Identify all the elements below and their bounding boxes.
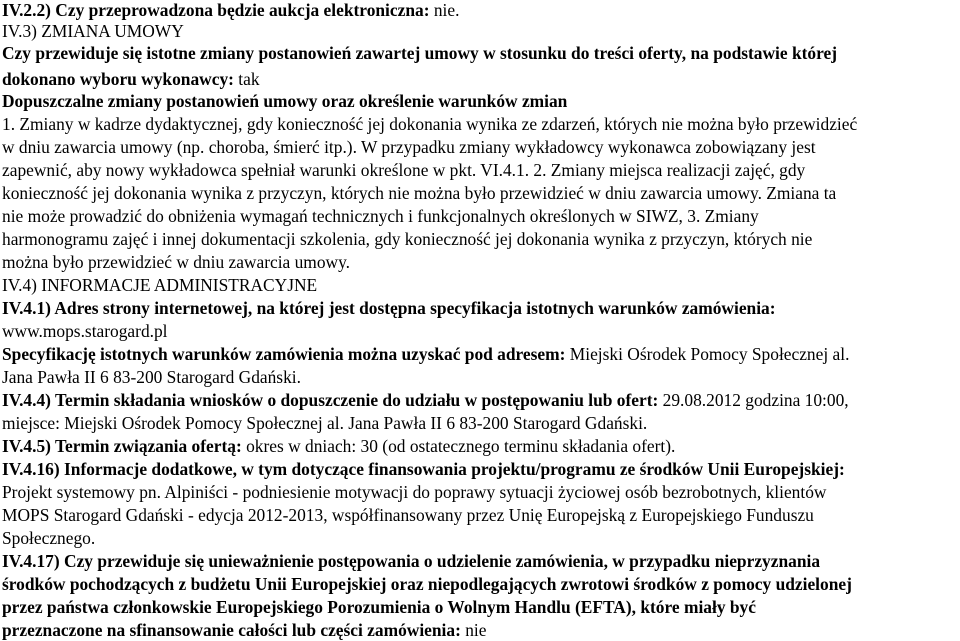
additional-info-line-2: MOPS Starogard Gdański - edycja 2012-2013, współfinansowany przez Unię Europejską z Europejskiego Funduszu [2,505,814,525]
changes-text-line-3: zapewnić, aby nowy wykładowca spełniał warunki określone w pkt. VI.4.1. 2. Zmiany miejsca realizacji zajęć, gdy [2,160,806,180]
auction-question [2,0,459,21]
binding-period-label: IV.4.5) Termin związania ofertą: [2,436,242,456]
annulment-question-line-3: przez państwa członkowskie Europejskiego Porozumienia o Wolnym Handlu (EFTA), które miały być [2,597,756,617]
change-question-answer: tak [233,69,260,89]
change-question-label: dokonano wyboru wykonawcy: [2,69,234,89]
spec-address-line-1 [2,344,849,365]
changes-text-line-7: można było przewidzieć w dniu zawarcia umowy. [2,252,350,272]
annulment-question-line-2: środków pochodzących z budżetu Unii Europejskiej oraz niepodlegających zwrotowi środków z pomocy udzielonej [2,574,852,594]
website-heading: IV.4.1) Adres strony internetowej, na której jest dostępna specyfikacja istotnych warunków zamówienia: [2,298,776,318]
changes-text-line-5: nie może prowadzić do obniżenia wymagań technicznych i funkcjonalnych określonych w SIWZ, 3. Zmiany [2,206,759,226]
annulment-question-answer: nie [460,620,487,640]
allowed-changes-heading: Dopuszczalne zmiany postanowień umowy oraz określenie warunków zmian [2,91,568,111]
annulment-question-label: przeznaczone na sfinansowanie całości lub części zamówienia: [2,620,461,640]
website-url[interactable]: www.mops.starogard.pl [2,321,168,341]
auction-answer: nie. [429,0,460,20]
changes-text-line-2: w dniu zawarcia umowy (np. choroba, śmierć itp.). W przypadku zmiany wykładowcy wykonawca zobowiązany jest [2,137,816,157]
binding-period-value: okres w dniach: 30 (od ostatecznego terminu składania ofert). [241,436,676,456]
changes-text-line-4: konieczność jej dokonania wynika z przyczyn, których nie można było przewidzieć w dniu zawarcia umowy. Zmiana ta [2,183,837,203]
changes-text-line-6: harmonogramu zajęć i innej dokumentacji szkolenia, gdy konieczność jej dokonania wynika z przyczyn, których nie [2,229,813,249]
binding-period [2,436,675,457]
section-heading-admin-info: IV.4) INFORMACJE ADMINISTRACYJNE [2,275,318,295]
spec-address-value: Miejski Ośrodek Pomocy Społecznej al. [565,344,850,364]
deadline-line-2: miejsce: Miejski Ośrodek Pomocy Społecznej al. Jana Pawła II 6 83-200 Starogard Gdański. [2,413,648,433]
additional-info-heading: IV.4.16) Informacje dodatkowe, w tym dotyczące finansowania projektu/programu ze środków Unii Europejskiej: [2,459,845,479]
spec-address-line-2: Jana Pawła II 6 83-200 Starogard Gdański. [2,367,301,387]
additional-info-line-3: Społecznego. [2,528,96,548]
additional-info-line-1: Projekt systemowy pn. Alpiniści - podniesienie motywacji do poprawy sytuacji życiowej osób bezrobotnych, klientów [2,482,827,502]
changes-text-line-1: 1. Zmiany w kadrze dydaktycznej, gdy konieczność jej dokonania wynika ze zdarzeń, których nie można było przewidzieć [2,114,858,134]
auction-label: IV.2.2) Czy przeprowadzona będzie aukcja elektroniczna: [2,0,430,20]
section-heading-contract-change: IV.3) ZMIANA UMOWY [2,21,184,41]
spec-address-label: Specyfikację istotnych warunków zamówienia można uzyskać pod adresem: [2,344,566,364]
deadline-line-1 [2,390,849,411]
annulment-question-line-1: IV.4.17) Czy przewiduje się unieważnienie postępowania o udzielenie zamówienia, w przypadku nieprzyznania [2,551,821,571]
deadline-label: IV.4.4) Termin składania wniosków o dopuszczenie do udziału w postępowaniu lub ofert: [2,390,659,410]
deadline-value: 29.08.2012 godzina 10:00, [658,390,849,410]
change-question-line-2 [2,69,260,90]
annulment-question-line-4 [2,620,486,641]
change-question-line-1: Czy przewiduje się istotne zmiany postanowień zawartej umowy w stosunku do treści oferty, na podstawie której [2,43,838,63]
